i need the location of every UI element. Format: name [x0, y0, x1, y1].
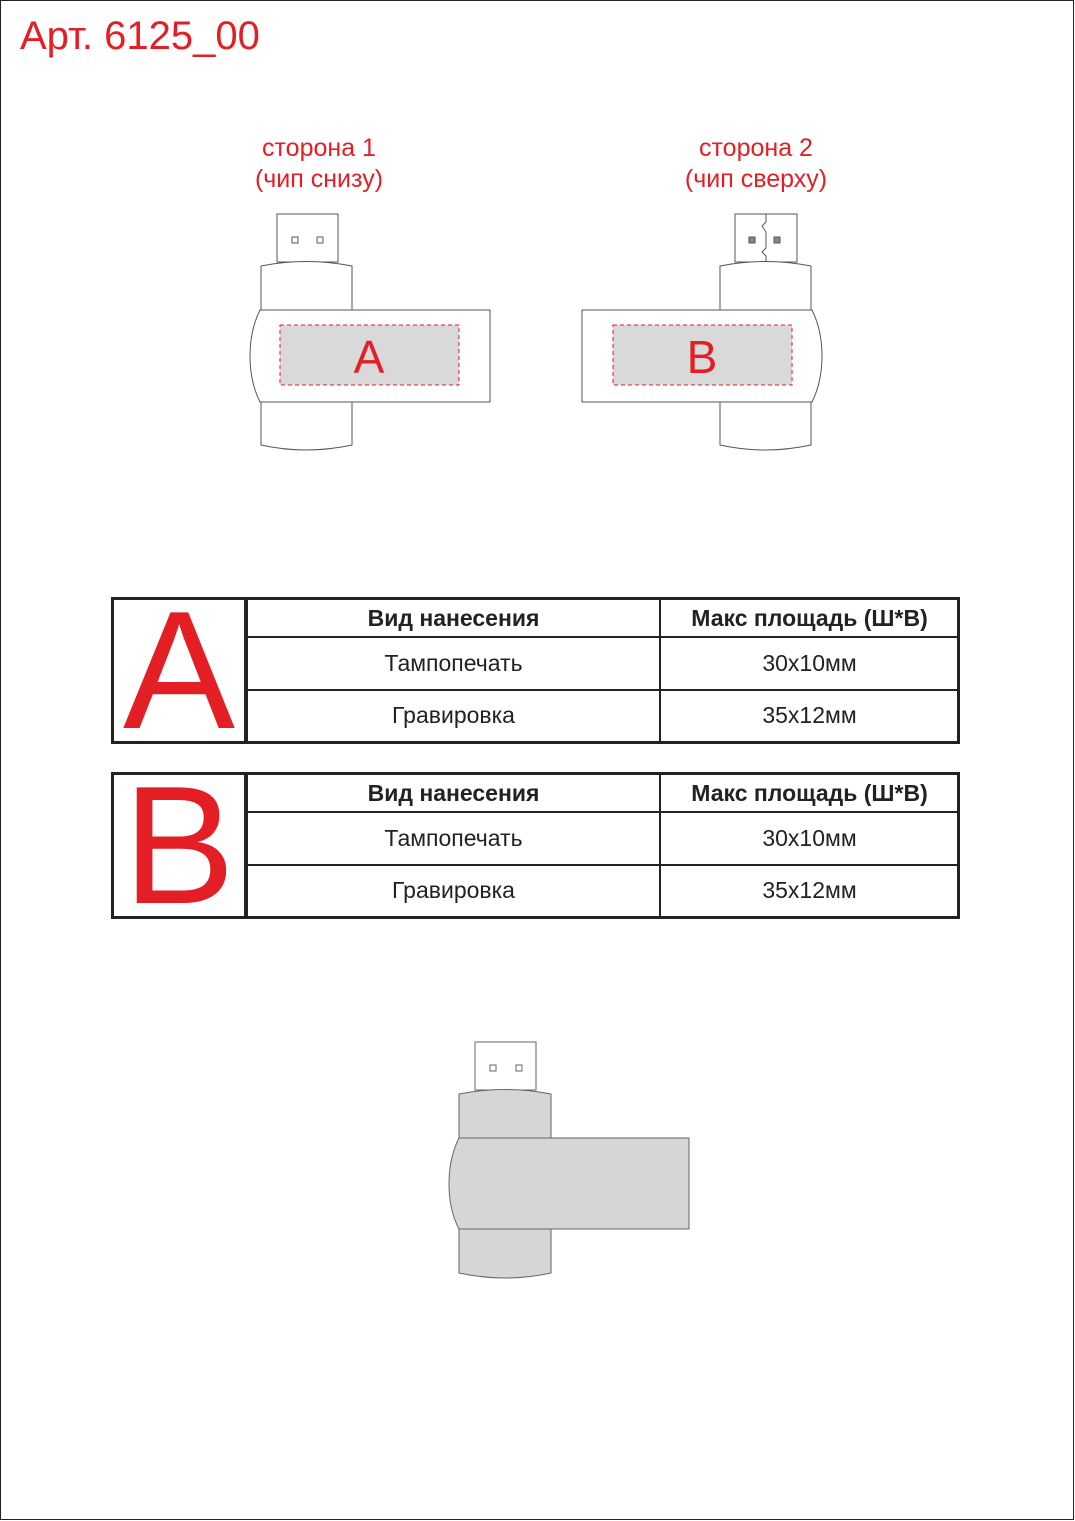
side-1-title: сторона 1	[262, 134, 376, 162]
table-a-letter: A	[114, 600, 246, 741]
table-b-grid	[246, 775, 958, 916]
cell-method: Гравировка	[247, 865, 660, 916]
table-header-row	[247, 775, 958, 812]
side-1-chip-note: (чип снизу)	[254, 165, 384, 193]
usb-flash-drive-side-1-drawing	[250, 214, 490, 450]
header-max-area: Макс площадь (Ш*В)	[660, 600, 958, 637]
table-row	[247, 812, 958, 865]
area-b-letter: B	[686, 331, 718, 383]
table-b-letter: B	[114, 775, 246, 916]
area-a-letter: A	[353, 331, 385, 383]
header-application-type: Вид нанесения	[247, 775, 660, 812]
usb-flash-drive-preview-drawing	[449, 1042, 689, 1278]
spec-table-b	[111, 772, 960, 919]
table-row	[247, 690, 958, 741]
usb-flash-drive-side-2-drawing	[582, 214, 822, 450]
table-header-row	[247, 600, 958, 637]
cell-size: 35x12мм	[660, 690, 958, 741]
side-2-title: сторона 2	[699, 134, 813, 162]
cell-size: 30x10мм	[660, 812, 958, 865]
header-application-type: Вид нанесения	[247, 600, 660, 637]
table-row	[247, 865, 958, 916]
page-title: Арт. 6125_00	[20, 14, 260, 58]
cell-size: 35x12мм	[660, 865, 958, 916]
side-2-chip-note: (чип сверху)	[684, 165, 828, 193]
cell-method: Тампопечать	[247, 637, 660, 690]
table-a-grid	[246, 600, 958, 741]
table-row	[247, 637, 958, 690]
header-max-area: Макс площадь (Ш*В)	[660, 775, 958, 812]
cell-method: Тампопечать	[247, 812, 660, 865]
cell-size: 30x10мм	[660, 637, 958, 690]
cell-method: Гравировка	[247, 690, 660, 741]
spec-table-a	[111, 597, 960, 744]
